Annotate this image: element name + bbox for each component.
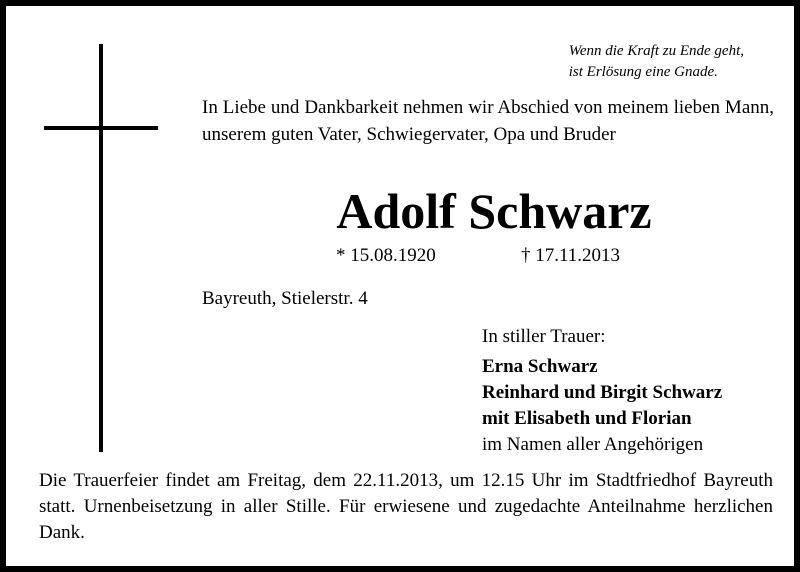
cross-vertical-bar: [99, 44, 103, 452]
mourners-closing: im Namen aller Angehörigen: [482, 434, 704, 455]
funeral-service-notice: Die Trauerfeier findet am Freitag, dem 22.11.2013, um 12.15 Uhr im Stadtfriedhof Bayreuth statt. Urnenbeisetzung in aller Stille. Für erwiesene und zugedachte Anteilnahme herzlichen Dank.: [39, 470, 773, 543]
motto: [569, 41, 744, 83]
mourners-block: [482, 324, 722, 458]
death-date: † 17.11.2013: [521, 245, 621, 266]
mourner-name: Reinhard und Birgit Schwarz: [482, 382, 723, 403]
deceased-name: [202, 178, 774, 244]
mourner-name: mit Elisabeth und Florian: [482, 408, 692, 429]
cross-horizontal-bar: [44, 126, 158, 130]
mourners-heading: In stiller Trauer:: [482, 326, 606, 347]
mourner-name: Erna Schwarz: [482, 356, 598, 377]
deceased-name-text: Adolf Schwarz: [336, 183, 652, 239]
motto-line-1: Wenn die Kraft zu Ende geht,: [568, 43, 744, 59]
motto-line-2: ist Erlösung eine Gnade.: [568, 64, 718, 80]
birth-date: * 15.08.1920: [336, 245, 436, 266]
address: Bayreuth, Stielerstr. 4: [202, 288, 368, 309]
intro-text: In Liebe und Dankbarkeit nehmen wir Abschied von meinem lieben Mann, unserem guten Vater, Schwiegervater, Opa und Bruder: [202, 97, 774, 145]
